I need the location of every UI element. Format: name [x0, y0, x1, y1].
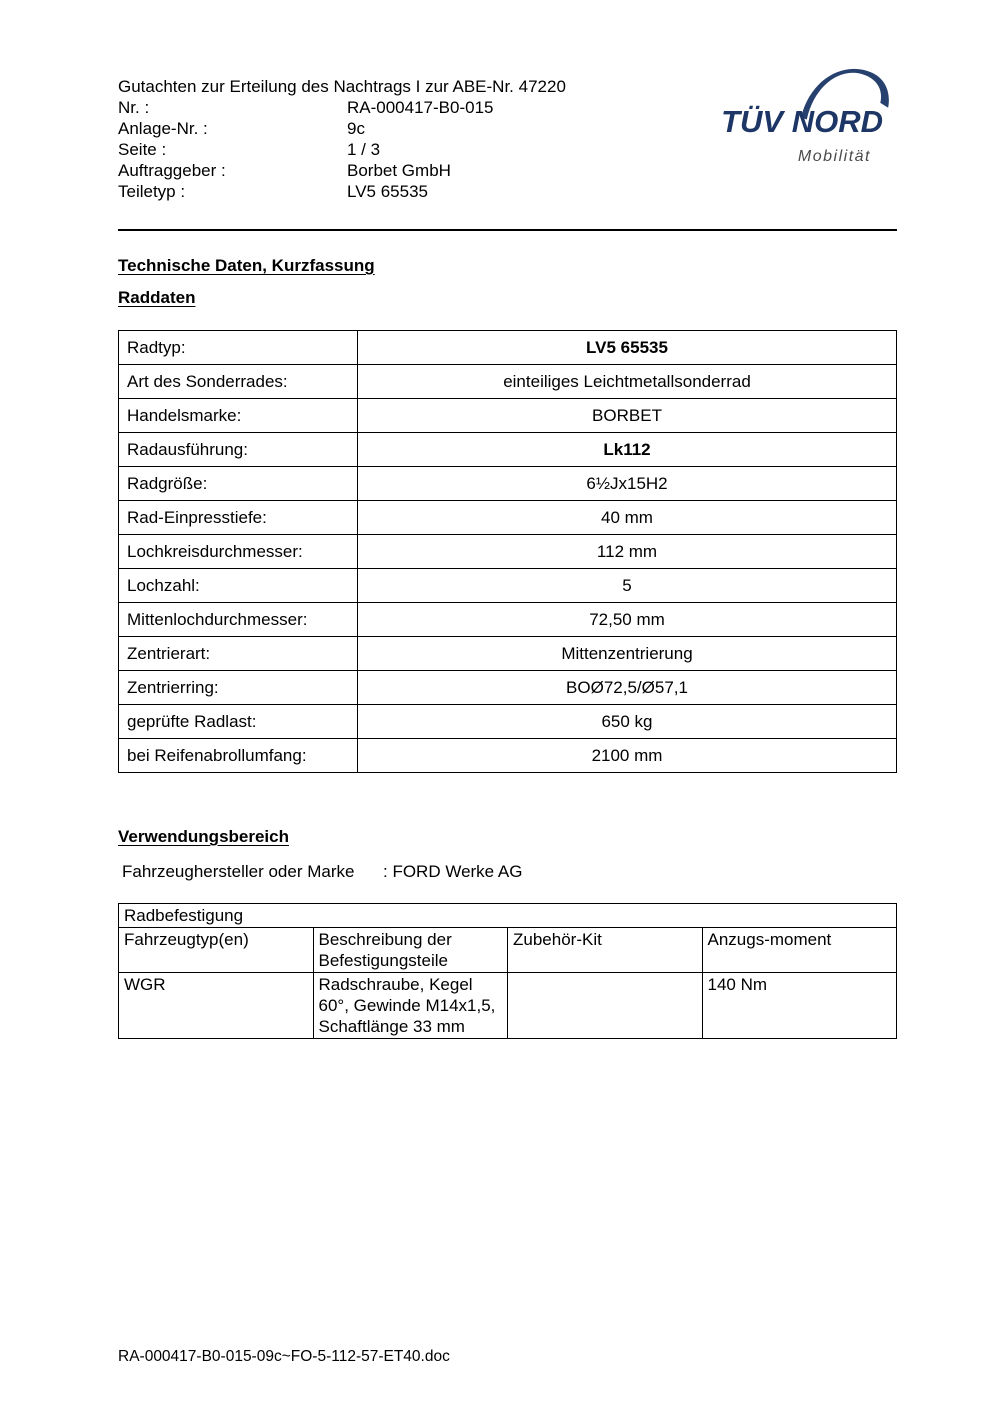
field-label: Auftraggeber :	[118, 161, 226, 180]
row-value: 2100 mm	[358, 739, 897, 773]
row-value: 6½Jx15H2	[358, 467, 897, 501]
table-row	[119, 569, 897, 603]
row-label: Zentrierart:	[119, 637, 358, 671]
table-row	[119, 671, 897, 705]
table-row	[119, 433, 897, 467]
field-value: RA-000417-B0-015	[347, 98, 494, 117]
row-label: Radtyp:	[119, 331, 358, 365]
row-label: Radausführung:	[119, 433, 358, 467]
table-row	[119, 739, 897, 773]
section-heading-raddaten: Raddaten	[118, 288, 196, 307]
field-label: Teiletyp :	[118, 182, 186, 201]
field-value: 9c	[347, 119, 365, 138]
radbefestigung-table	[118, 903, 897, 1039]
row-label: Zentrierring:	[119, 671, 358, 705]
table-row	[119, 535, 897, 569]
column-header-beschreibung: Beschreibung der Befestigungsteile	[313, 928, 508, 973]
row-label: Art des Sonderrades:	[119, 365, 358, 399]
cell-zubehoer	[508, 973, 703, 1039]
column-header-anzugsmoment: Anzugs-moment	[702, 928, 897, 973]
row-value: 72,50 mm	[358, 603, 897, 637]
header-fields-block	[118, 76, 702, 202]
field-value: Borbet GmbH	[347, 161, 451, 180]
row-label: geprüfte Radlast:	[119, 705, 358, 739]
document-header	[118, 76, 897, 202]
row-value: einteiliges Leichtmetallsonderrad	[358, 365, 897, 399]
manufacturer-label: Fahrzeughersteller oder Marke	[122, 862, 355, 881]
row-value: BORBET	[358, 399, 897, 433]
cell-beschreibung: Radschraube, Kegel 60°, Gewinde M14x1,5, Schaftlänge 33 mm	[313, 973, 508, 1039]
field-label: Anlage-Nr. :	[118, 119, 208, 138]
cell-fahrzeugtyp: WGR	[119, 973, 314, 1039]
header-divider	[118, 229, 897, 231]
column-header-fahrzeugtyp: Fahrzeugtyp(en)	[119, 928, 314, 973]
section-heading-technische-daten: Technische Daten, Kurzfassung	[118, 256, 375, 275]
row-value: 40 mm	[358, 501, 897, 535]
row-label: bei Reifenabrollumfang:	[119, 739, 358, 773]
table-header-row	[119, 928, 897, 973]
field-value: 1 / 3	[347, 140, 381, 159]
field-label: Nr. :	[118, 98, 150, 117]
row-value: 112 mm	[358, 535, 897, 569]
logo-brand-text: TÜV NORD	[721, 104, 883, 139]
table-row	[119, 705, 897, 739]
field-value: LV5 65535	[347, 182, 428, 201]
row-label: Mittenlochdurchmesser:	[119, 603, 358, 637]
header-field-nr	[118, 97, 702, 118]
table-title-row	[119, 904, 897, 928]
manufacturer-line	[118, 861, 897, 882]
row-label: Lochkreisdurchmesser:	[119, 535, 358, 569]
row-label: Radgröße:	[119, 467, 358, 501]
table-row	[119, 399, 897, 433]
row-label: Rad-Einpresstiefe:	[119, 501, 358, 535]
table-row	[119, 973, 897, 1039]
tuv-nord-logo	[702, 62, 897, 174]
logo-tagline: Mobilität	[797, 148, 871, 165]
table-row	[119, 603, 897, 637]
row-label: Lochzahl:	[119, 569, 358, 603]
header-field-anlage-nr	[118, 118, 702, 139]
row-value: 650 kg	[358, 705, 897, 739]
header-field-teiletyp	[118, 181, 702, 202]
table-row	[119, 365, 897, 399]
section-heading-verwendungsbereich: Verwendungsbereich	[118, 827, 289, 846]
header-field-seite	[118, 139, 702, 160]
table-row	[119, 467, 897, 501]
row-value: LV5 65535	[358, 331, 897, 365]
table-row	[119, 637, 897, 671]
header-field-auftraggeber	[118, 160, 702, 181]
table-row	[119, 501, 897, 535]
row-value: Mittenzentrierung	[358, 637, 897, 671]
field-label: Seite :	[118, 140, 167, 159]
row-label: Handelsmarke:	[119, 399, 358, 433]
column-header-zubehoer-kit: Zubehör-Kit	[508, 928, 703, 973]
cell-anzugsmoment: 140 Nm	[702, 973, 897, 1039]
raddaten-table	[118, 330, 897, 773]
table-title: Radbefestigung	[119, 904, 897, 928]
manufacturer-value: : FORD Werke AG	[383, 862, 523, 881]
footer-filename: RA-000417-B0-015-09c~FO-5-112-57-ET40.doc	[118, 1348, 450, 1365]
document-title: Gutachten zur Erteilung des Nachtrags I zur ABE-Nr. 47220	[118, 77, 566, 96]
row-value: 5	[358, 569, 897, 603]
row-value: Lk112	[358, 433, 897, 467]
table-row	[119, 331, 897, 365]
row-value: BOØ72,5/Ø57,1	[358, 671, 897, 705]
